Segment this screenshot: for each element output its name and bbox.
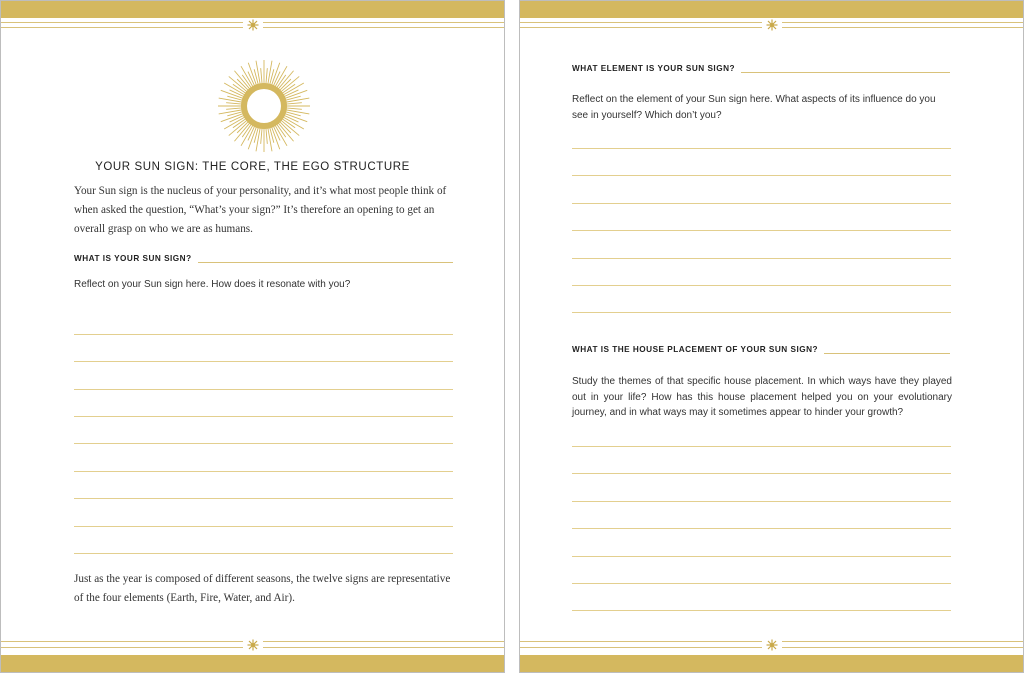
writing-line[interactable] bbox=[74, 334, 453, 335]
house-question-heading bbox=[572, 345, 950, 354]
writing-line[interactable] bbox=[572, 312, 951, 313]
bottom-gold-band bbox=[520, 655, 1023, 672]
element-question-heading bbox=[572, 64, 950, 73]
right-page bbox=[519, 0, 1024, 673]
question-heading-text: WHAT IS YOUR SUN SIGN? bbox=[74, 254, 192, 263]
writing-line[interactable] bbox=[572, 501, 951, 502]
star-icon bbox=[247, 19, 259, 31]
prompt-text: Reflect on your Sun sign here. How does it resonate with you? bbox=[74, 279, 351, 290]
star-icon bbox=[766, 19, 778, 31]
writing-line[interactable] bbox=[572, 610, 951, 611]
star-icon bbox=[247, 639, 259, 651]
writing-line[interactable] bbox=[572, 556, 951, 557]
writing-line[interactable] bbox=[74, 443, 453, 444]
writing-line[interactable] bbox=[572, 285, 951, 286]
question-heading bbox=[74, 254, 453, 263]
answer-blank-line[interactable] bbox=[198, 255, 453, 263]
writing-line[interactable] bbox=[572, 148, 951, 149]
house-prompt-text: Study the themes of that specific house placement. In which ways have they played out in your life? How has this house placement helped you on your evolutionary journey, and in what ways may it sometimes appear to hinder your growth? bbox=[572, 376, 952, 418]
outro-paragraph: Just as the year is composed of different seasons, the twelve signs are representative of the four elements (Earth, Fire, Water, and Air). bbox=[74, 573, 451, 604]
writing-line[interactable] bbox=[572, 258, 951, 259]
answer-blank-line[interactable] bbox=[741, 65, 950, 73]
writing-line[interactable] bbox=[572, 203, 951, 204]
writing-line[interactable] bbox=[74, 416, 453, 417]
writing-line[interactable] bbox=[572, 230, 951, 231]
intro-paragraph: Your Sun sign is the nucleus of your personality, and it’s what most people think of when asked the question, “What’s your sign?” It’s therefore an opening to get an overall grasp on who we are as humans. bbox=[74, 185, 447, 235]
top-gold-band bbox=[1, 1, 504, 18]
writing-line[interactable] bbox=[572, 473, 951, 474]
house-heading-text: WHAT IS THE HOUSE PLACEMENT OF YOUR SUN SIGN? bbox=[572, 345, 818, 354]
writing-line[interactable] bbox=[572, 583, 951, 584]
writing-line[interactable] bbox=[572, 528, 951, 529]
writing-line[interactable] bbox=[74, 498, 453, 499]
top-gold-band bbox=[520, 1, 1023, 18]
bottom-gold-band bbox=[1, 655, 504, 672]
writing-line[interactable] bbox=[74, 389, 453, 390]
element-prompt-text: Reflect on the element of your Sun sign here. What aspects of its influence do you see in yourself? Which don’t you? bbox=[572, 94, 936, 121]
writing-line[interactable] bbox=[74, 471, 453, 472]
writing-line[interactable] bbox=[572, 175, 951, 176]
page-title: YOUR SUN SIGN: THE CORE, THE EGO STRUCTURE bbox=[95, 161, 410, 173]
writing-line[interactable] bbox=[74, 361, 453, 362]
answer-blank-line[interactable] bbox=[824, 346, 950, 354]
star-icon bbox=[766, 639, 778, 651]
element-heading-text: WHAT ELEMENT IS YOUR SUN SIGN? bbox=[572, 64, 735, 73]
sun-burst-icon bbox=[217, 59, 311, 153]
writing-line[interactable] bbox=[572, 446, 951, 447]
left-page bbox=[0, 0, 505, 673]
writing-line[interactable] bbox=[74, 553, 453, 554]
writing-line[interactable] bbox=[74, 526, 453, 527]
